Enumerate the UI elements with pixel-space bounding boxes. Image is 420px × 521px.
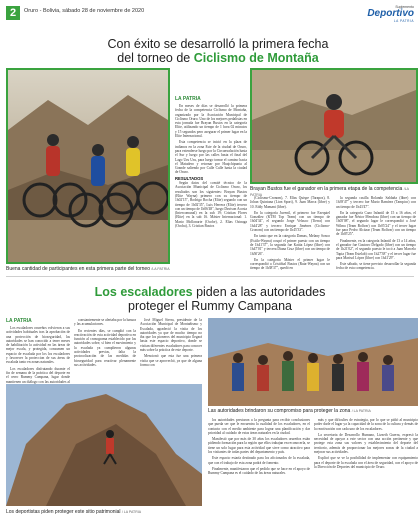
results-subheading: RESULTADOS xyxy=(175,175,204,181)
article2-col4-p1: los autoridades prestaron a la pregunta para recibir conclusiones que pueda ser que le encuentra la cualidad de los escaladores, en el contacto con el medio ambiente para lograr una planificación y dar prioridad al cuidado de estas áreas naturales en la ciudad. xyxy=(208,418,310,435)
article1-column-2 xyxy=(250,196,330,273)
article2-col5-p1: más y que dificultes de estrategia, por lo que se pidió al municipio poder darle el lugar ya la capacidad de la zona de la cultura y demás de la reactivación con cada uno de los escaladores. xyxy=(314,418,418,431)
article2-col3-p1: José Miguel Sierra, presidente de la Asociación Municipal de Montañismo y Escalada, agradeció la visita de los autoridades ya que de mucho tiempo no iba que los pioneros del municipio llegará hasta este espacio deportivo, donde se visitan diferentes escaladores para conocer más sobre la práctica de este deporte. xyxy=(140,318,202,353)
winner-photo-illustration xyxy=(252,70,416,182)
page-number: 2 xyxy=(6,6,20,20)
authorities-photo-illustration xyxy=(208,318,418,406)
article2-section-label: LA PATRIA xyxy=(6,318,32,324)
article2-col2-p1: constantemente se alertaba por la basura y las acumulaciones. xyxy=(74,318,136,327)
caption-text: Los deportistas piden proteger este sitio patrimonial xyxy=(6,509,121,515)
article2-col1-p2: Los escaladores disfrutando durante el fin de semana de la práctica del deporte en el cerro Rummy Campana, lugar donde mantienen un diálogo con las autoridades al xyxy=(6,366,70,384)
article1-col1-p2: Esta competencia se inició en la plaza de indianos en la zona Este de la ciudad de Oruro, para extenderse luego por la Circunvalación hasta el Sur y luego por las calles hasta el final del Lago Uru Uru, para luego tomar el camino hacia el Matadero y retornar por Huajchipunta al Grande saliendo por Calle Calle hasta la ciudad de Oruro. xyxy=(175,140,247,175)
article2-headline xyxy=(20,286,400,313)
photo-cyclists-group xyxy=(6,68,170,264)
caption-credit: /LA PATRIA xyxy=(250,187,409,197)
article2-column-2 xyxy=(74,318,136,369)
article1-headline-accent: Ciclismo de Montaña xyxy=(193,50,319,65)
article2-col4-p2: Manifestó que por más de 30 años los escaladores orureños están pidiendo formación para la región que ellos trabajan en reconocerla, se tiene un solo lugar para esta actividad que sirve como atractivo para los visitantes de todas partes del departamento y país. xyxy=(208,437,310,455)
page-dateline: Oruro - Bolivia, sábado 28 de noviembre de 2020 xyxy=(24,8,145,14)
article1-headline-line2 xyxy=(38,52,398,66)
article2-column-5 xyxy=(314,418,418,471)
article2-col4-p3: Este espacio estaría destinado para los aficionados de la escalada, que con el trabajo de esta zona podrá de fomento. xyxy=(208,456,310,465)
article1-col2-p1: (Ciclismo-Cronom), 7. Elías Quispe (Tarapos), 8. Johan Quintana (Lion Sport), 9. Juan Marca (libre) y 10. Eddy Mamani (libre). xyxy=(250,196,330,209)
supplement-logo xyxy=(330,5,414,23)
article1-headline-plain: del torneo de xyxy=(117,50,194,65)
article2-col3-p2: Mencionó que esta fue una primera visita que se aprovechó, ya que de alguna forma con xyxy=(140,354,202,367)
cyclists-photo-illustration xyxy=(8,70,168,262)
article2-col2-p2: En recientes días, se cumplió con la reactivación de esta actividad deportiva en función al cronograma establecido por las autoridades sobre, sí bien el movimiento y la escalada ya cumplieron algunas actividades previas, falta la protocolización de las medidas de bioseguridad para reactivar plenamente sus actividades. xyxy=(74,328,136,367)
article2-col5-p3: Explicó que se ve la posibilidad de implementar con equipamiento para el deporte de la escalada con el área de seguridad, con el apoyo de la Dirección de Deportes del municipio de Oruro. xyxy=(314,456,418,469)
caption-credit: / LA PATRIA xyxy=(121,510,142,514)
logo-title: Deportivo xyxy=(367,8,414,19)
caption-text: Brayan Bustos fue el ganador en la primera etapa de la competencia xyxy=(250,186,403,192)
photo-winner xyxy=(250,68,418,184)
article2-column-4 xyxy=(208,418,310,478)
article1-headline xyxy=(38,38,398,65)
article1-col3-p2: En la categoría Cazo Infantil de 15 a 16 años, el ganador fue Néstor Mendoza (libre) con un tiempo de 1h05'08", el segundo lugar le correspondió a José Wilma (Team Bolívar) con 1h05'24" y el tercer lugar fue para Pedro Alcázar (Team Bolívar) con un tiempo de 1h05'25". xyxy=(336,210,416,237)
caption-text: Buena cantidad de participantes en esta primera parte del torneo xyxy=(6,266,150,272)
logo-subtitle: LA PATRIA xyxy=(393,19,414,23)
article1-col2-p2: En la categoría Juvenil, el primero fue Ezequiel González (KTM Top Team) con un tiempo de 1h04'34", el segundo Jorge Velasco (Tierra) con 1h44'28" y tercero Enrique Jiménez (Ciclismo-Cronom) con un tiempo de 1h45'33". xyxy=(250,210,330,233)
climber-photo-illustration xyxy=(6,384,202,506)
article2-col4-p4: Finalmente, manifestaron que el pedido que se hace en el apoyo de Rummy Campana es el cuidado de las áreas naturales. xyxy=(208,466,310,476)
article1-col2-p4: En la categoría Máster el primer lugar le correspondió a Cristóbal Bustos (Ruta-Wayna) con un tiempo de 1h38'37", quedó en xyxy=(250,257,330,271)
caption-credit: / LA PATRIA xyxy=(351,409,371,413)
article1-col1-p1: En meses de días se desarrolló la primera fecha de la competencia Ciclismo de Montaña, organizado por la Asociación Municipal de Ciclismo Oruro. Uno de los mejores pedalistas en esta jornada fue Brayan Bustos en la categoría Elite, utilizando un tiempo de 1 hora 02 minutos y 15 segundos pero asegurar el primer lugar en la Elite Internacional. xyxy=(175,104,247,139)
photo-caption-authorities xyxy=(208,408,418,414)
article2-headline-line1 xyxy=(20,286,400,300)
article1-column-3 xyxy=(336,196,416,273)
photo-climber xyxy=(6,384,202,506)
article2-headline-rest: piden a las autoridades xyxy=(192,285,326,299)
article2-col1-p1: Los escaladores orureños volvieron a sus actividades habituales tras la aprobación de una protección de bioseguridad, las autoridades se han conocido a tener meses de habilitación la actividad en las áreas de mejor escala, y protegida, consumen un espacio de escalada por los los escaladores y favorecer la proteccion de sus áreas de escalada tanto en zonas naturales. xyxy=(6,326,70,365)
article1-headline-line1: Con éxito se desarrolló la primera fecha xyxy=(107,37,329,51)
logo-small-text: Suplemento xyxy=(395,5,414,9)
article1-section-label: LA PATRIA xyxy=(175,96,201,102)
article-divider xyxy=(6,276,414,277)
article1-col1-p3: Según datos del comité técnico de la Asociación Municipal de Ciclismo Oruro, los resultados son los siguientes: Brayan Bustos (Elite Wayna) primero con su tiempo de 1h02'15", Rodrigo Rocha (Elite) segundo con un tiempo de 1h02'35", Luis Herrera (Elite) tercero con un tiempo de 1h06'48", luego Davison Acosta (Intercomunal) en la sub 19; Cristian Flores (Elite) en la sub 16. Máster Internacional: 1. Mario Mollonarte (Ocobe), 2. Elias Osinaga (Oocha), 3. Cristian Bustos xyxy=(175,181,247,229)
article1-column-1 xyxy=(175,104,247,230)
article2-column-3 xyxy=(140,318,202,369)
photo-authorities xyxy=(208,318,418,406)
caption-text: Las autoridades brindaron su compromiso para proteger la zona xyxy=(208,408,351,414)
caption-credit: /LA PATRIA xyxy=(151,267,170,271)
article1-col2-p3: En tanto que en la categoría Damas, Melany Sonco (Estilo-Wayna) ocupó el primer puesto con un tiempo de 1h41'37", la segunda fue Kattia López (libre) con 1h47'01" y tercera Diana Cruz (libre) con un tiempo de 1h50'26". xyxy=(250,234,330,256)
article2-col5-p2: La secretaria de Desarrollo Humano, Lizzeth Guerra, expresó la necesidad de apoyar a este sector con una acción pertinente y que protege esta zona sus valores y establecimiento del deporte del territorio, además de proporcionar las mejores zonas de la ciudad a mejorar sus actividades. xyxy=(314,432,418,455)
photo-caption-climber xyxy=(6,509,202,515)
page-header xyxy=(0,0,420,28)
article2-headline-line2: proteger el Rummy Campana xyxy=(128,298,292,313)
article1-col3-p1: la segunda casilla Rolando Saldaña (libre) con 1h39'47" y tercero fue Mario Ramírez (Tampico) con un tiempo de 1h43'47". xyxy=(336,196,416,209)
article2-headline-accent: Los escaladores xyxy=(94,285,193,299)
article1-col3-p3: Finalmente, en la categoría Infantil de 13 a 14 años, el ganador fue Gustavo Delgado (libre) con un tiempo de 1h21'02", el segundo puesto le tocó a Juan Marcelo Tapia (Team Estelab) con 1h27'38" y el tercer lugar fue para Marisol López (libre) con 1h41'29". xyxy=(336,238,416,260)
article1-col3-p4: Este sábado, se tiene previsto desarrollar la segunda fecha de esta competencia. xyxy=(336,262,416,271)
photo-caption-left xyxy=(6,266,170,272)
